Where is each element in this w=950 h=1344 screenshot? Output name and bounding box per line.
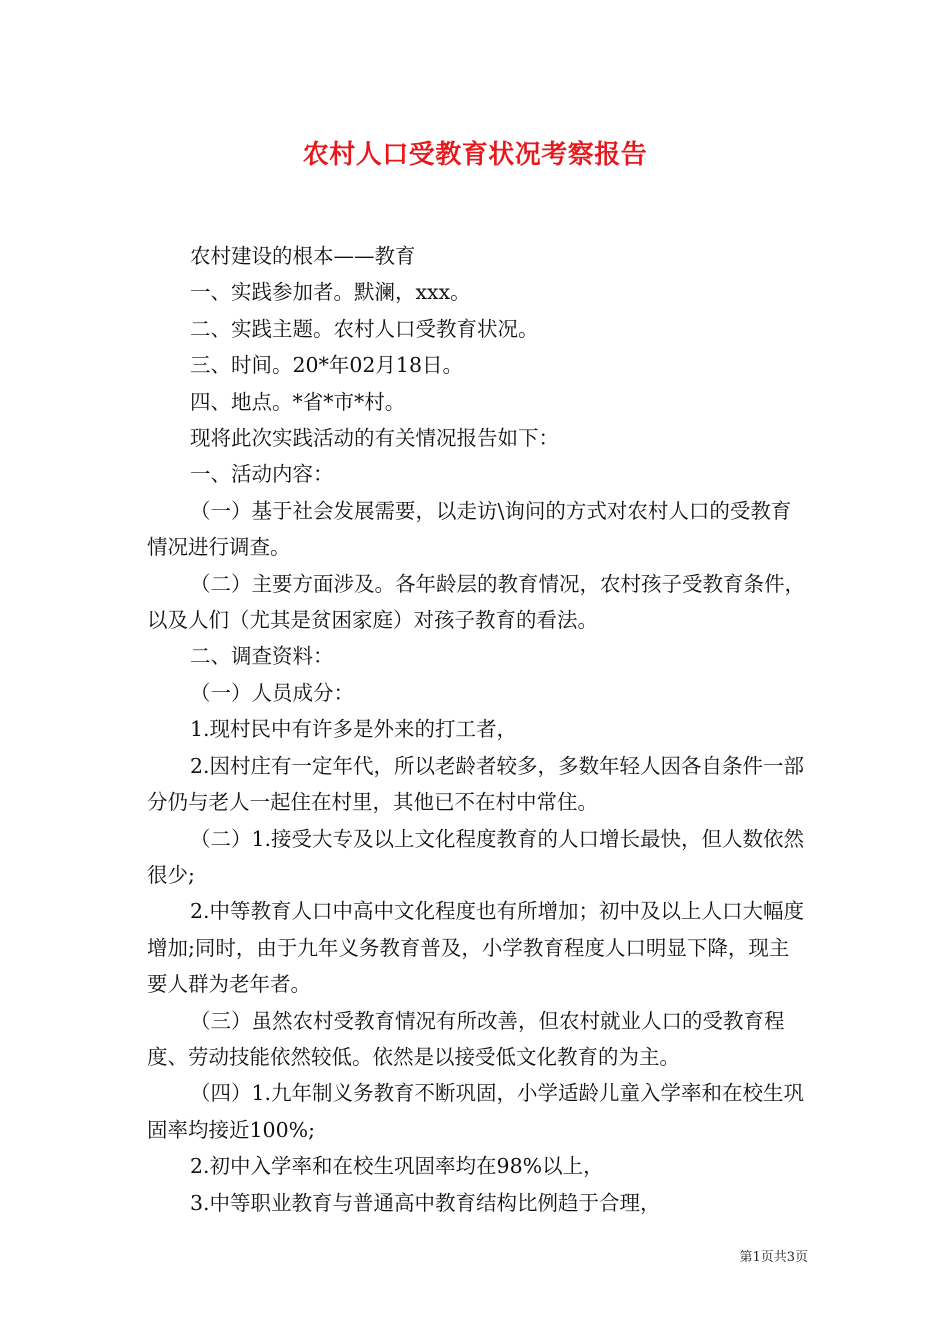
paragraph: （一）基于社会发展需要，以走访\询问的方式对农村人口的受教育情况进行调查。 (147, 498, 792, 560)
paragraph: （二）1.接受大专及以上文化程度教育的人口增长最快，但人数依然很少; (147, 826, 805, 887)
paragraph: 一、实践参加者。默澜，xxx。 (190, 280, 471, 305)
paragraph: 2.初中入学率和在校生巩固率均在98%以上， (190, 1154, 604, 1179)
paragraph: （三）虽然农村受教育情况有所改善，但农村就业人口的受教育程度、劳动技能依然较低。依然是以接受低文化教育的为主。 (147, 1008, 785, 1069)
paragraph: 四、地点。*省*市*村。 (190, 389, 406, 414)
paragraph: 农村建设的根本——教育 (190, 244, 416, 268)
document-title: 农村人口受教育状况考察报告 (302, 140, 648, 170)
paragraph: （二）主要方面涉及。各年龄层的教育情况，农村孩子受教育条件，以及人们（尤其是贫困家庭）对孩子教育的看法。 (147, 571, 805, 633)
paragraph: 一、活动内容： (190, 462, 334, 487)
paragraph: 2.因村庄有一定年代，所以老龄者较多，多数年轻人因各自条件一部分仍与老人一起住在村里，其他已不在村中常住。 (147, 753, 805, 815)
page-number-footer: 第1页共3页 (739, 1250, 808, 1265)
paragraph: （四）1.九年制义务教育不断巩固，小学适龄儿童入学率和在校生巩固率均接近100%; (147, 1081, 805, 1142)
paragraph: 1.现村民中有许多是外来的打工者， (190, 717, 518, 742)
paragraph: 二、调查资料： (190, 644, 334, 669)
paragraph: 现将此次实践活动的有关情况报告如下： (190, 426, 559, 451)
paragraph: （一）人员成分： (190, 680, 354, 705)
paragraph: 三、时间。20*年02月18日。 (190, 353, 464, 378)
paragraph: 二、实践主题。农村人口受教育状况。 (190, 316, 539, 341)
document-body (147, 238, 807, 1221)
paragraph: 2.中等教育人口中高中文化程度也有所增加；初中及以上人口大幅度增加;同时，由于九年义务教育普及，小学教育程度人口明显下降，现主要人群为老年者。 (147, 899, 805, 997)
paragraph: 3.中等职业教育与普通高中教育结构比例趋于合理， (190, 1190, 661, 1215)
